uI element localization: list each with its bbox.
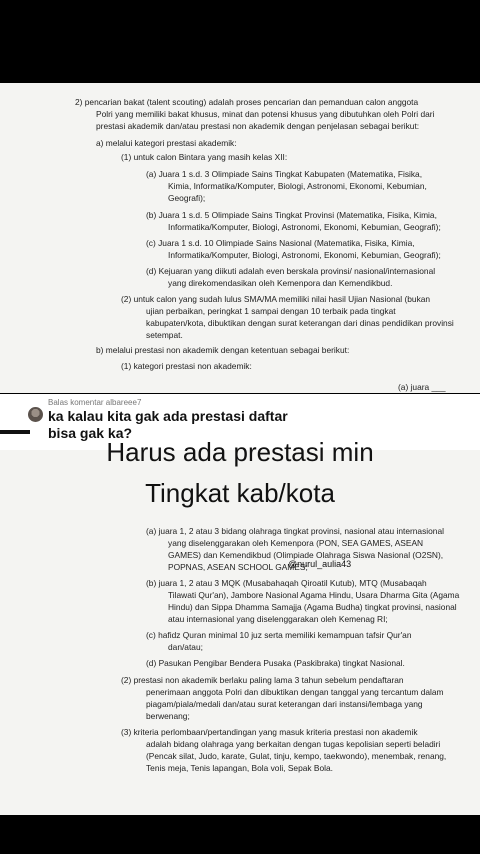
document-line: penerimaan anggota Polri dan dibuktikan dengan tanggal yang tercantum dalam	[146, 687, 444, 697]
document-line: (a) Juara 1 s.d. 3 Olimpiade Sains Tingkat Kabupaten (Matematika, Fisika,	[146, 169, 423, 179]
document-line: Kimia, Informatika/Komputer, Biologi, Astronomi, Ekonomi, Kebumian,	[168, 181, 427, 191]
document-line: (Pencak silat, Judo, karate, Gulat, tinju, kempo, taekwondo), menembak, renang,	[146, 751, 447, 761]
document-line: ujian perbaikan, peringkat 1 sampai dengan 10 terbaik pada tingkat	[146, 306, 396, 316]
comment-text: ka kalau kita gak ada prestasi daftar bisa gak ka?	[48, 408, 288, 441]
document-line: (a) juara 1, 2 atau 3 bidang olahraga tingkat provinsi, nasional atau internasional	[146, 526, 444, 536]
creator-watermark: @nurul_aulia43	[288, 559, 352, 569]
document-line: Tenis meja, Tenis lapangan, Bola voli, Sepak Bola.	[146, 763, 333, 773]
caption-line-1: Harus ada prestasi min	[106, 437, 374, 467]
document-line: Informatika/Komputer, Biologi, Astronomi, Ekonomi, Kebumian, Geografi);	[168, 250, 441, 260]
document-line: kabupaten/kota, dibuktikan dengan surat keterangan dari dinas pendidikan provinsi	[146, 318, 454, 328]
document-line: a) melalui kategori prestasi akademik:	[96, 138, 237, 148]
document-line: (2) prestasi non akademik berlaku paling lama 3 tahun sebelum pendaftaran	[121, 675, 404, 685]
document-line: (d) Pasukan Pengibar Bendera Pusaka (Paskibraka) tingkat Nasional.	[146, 658, 405, 668]
document-line: (c) hafidz Quran minimal 10 juz serta memiliki kemampuan tafsir Qur'an	[146, 630, 412, 640]
document-line: piagam/piala/medali dan/atau surat keterangan dari instansi/lembaga yang	[146, 699, 423, 709]
document-line: GAMES) dan Kemendikbud (Olimpiade Olahraga Siswa Nasional (O2SN),	[168, 550, 444, 560]
document-line: dan/atau;	[168, 642, 203, 652]
document-line: (1) untuk calon Bintara yang masih kelas XII:	[121, 152, 288, 162]
document-line: POPNAS, ASEAN SCHOOL GAMES;	[168, 562, 308, 572]
document-line: (3) kriteria perlombaan/pertandingan yang masuk kriteria prestasi non akademik	[121, 727, 418, 737]
document-line: adalah bidang olahraga yang berkaitan dengan tugas kepolisian seperti beladiri	[146, 739, 441, 749]
document-line: Geografi);	[168, 193, 206, 203]
divider-mark	[0, 430, 30, 434]
document-line: Tilawati Qur'an), Jambore Nasional Agama Hindu, Usara Dharma Gita (Agama	[168, 590, 460, 600]
document-line: (1) kategori prestasi non akademik:	[121, 361, 252, 371]
caption-line-2: Tingkat kab/kota	[145, 478, 335, 508]
document-line: Hindu) dan Sippa Dhamma Samajja (Agama Budha) tingkat provinsi, nasional	[168, 602, 457, 612]
document-line: (c) Juara 1 s.d. 10 Olimpiade Sains Nasional (Matematika, Fisika, Kimia,	[146, 238, 415, 248]
document-line: yang direkomendasikan oleh Kemenpora dan Kemendikbud.	[168, 278, 393, 288]
reply-label: Balas komentar albareee7	[48, 398, 142, 407]
document-line: atau internasional yang diselenggarakan oleh Kemenag RI;	[168, 614, 388, 624]
document-line: (a) juara ___	[398, 382, 446, 392]
document-line: (2) untuk calon yang sudah lulus SMA/MA memiliki nilai hasil Ujian Nasional (bukan	[121, 294, 431, 304]
document-line: yang diselenggarakan oleh Kemenpora (PON, SEA GAMES, ASEAN	[168, 538, 424, 548]
document-line: (d) Kejuaran yang diikuti adalah even berskala provinsi/ nasional/internasional	[146, 266, 436, 276]
commenter-avatar[interactable]	[28, 407, 43, 422]
document-line: b) melalui prestasi non akademik dengan ketentuan sebagai berikut:	[96, 345, 350, 355]
document-line: prestasi akademik dan/atau prestasi non akademik dengan penjelasan sebagai berikut:	[96, 121, 420, 131]
document-line: 2) pencarian bakat (talent scouting) adalah proses pencarian dan pemanduan calon anggota	[75, 97, 419, 107]
document-line: Informatika/Komputer, Biologi, Astronomi, Ekonomi, Kebumian, Geografi);	[168, 222, 441, 232]
document-line: Polri yang memiliki bakat khusus, minat dan potensi khusus yang dibutuhkan oleh Polri dari	[96, 109, 435, 119]
document-line: (b) Juara 1 s.d. 5 Olimpiade Sains Tingkat Provinsi (Matematika, Fisika, Kimia,	[146, 210, 437, 220]
document-line: (b) juara 1, 2 atau 3 MQK (Musabahaqah Qiroatil Kutub), MTQ (Musabaqah	[146, 578, 427, 588]
document-line: berwenang;	[146, 711, 190, 721]
document-line: setempat.	[146, 330, 183, 340]
